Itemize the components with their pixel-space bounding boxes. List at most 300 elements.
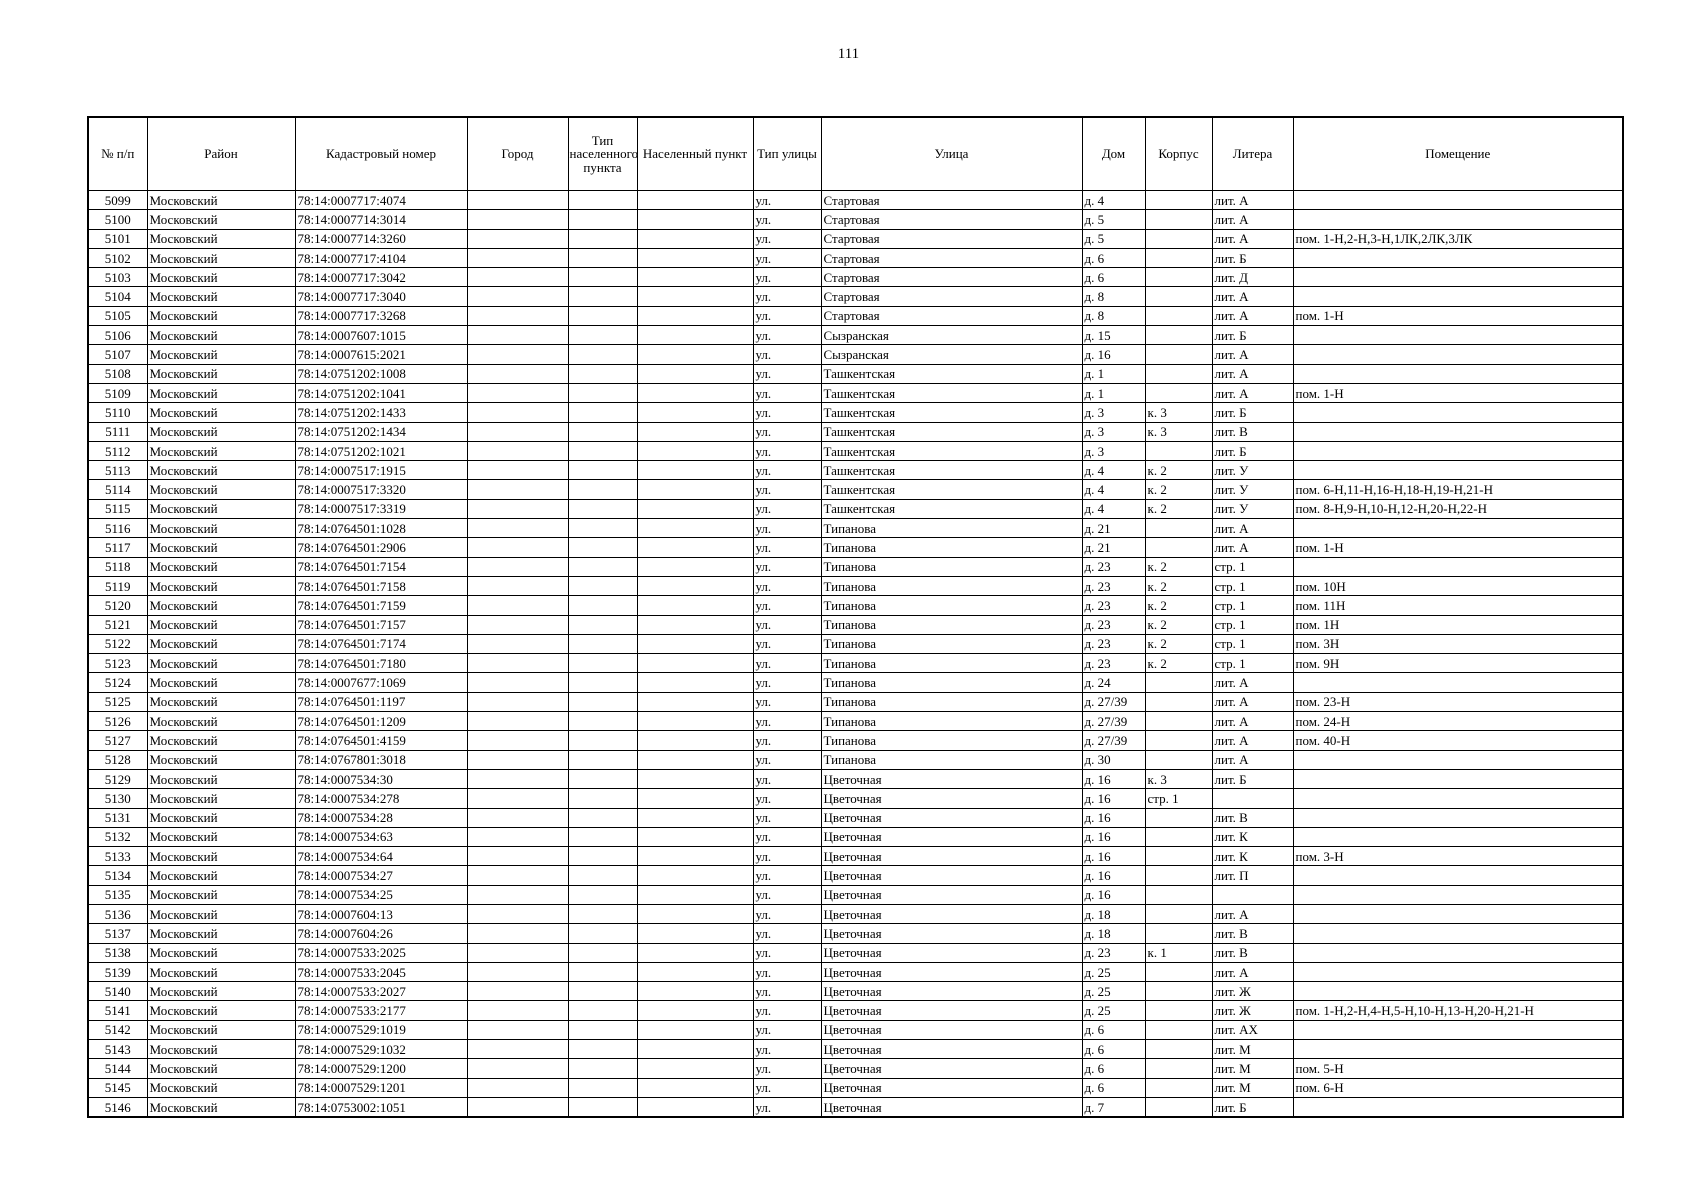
cell-street: Ташкентская [821,383,1082,402]
cell-premises [1293,904,1623,923]
cell-premises: пом. 40-Н [1293,731,1623,750]
cell-city [467,1040,568,1059]
cell-house: д. 16 [1082,789,1145,808]
cell-number: 5112 [88,441,147,460]
cell-settlement [637,634,753,653]
cell-settlement [637,769,753,788]
cell-letter: стр. 1 [1212,576,1293,595]
header-cadastral-number: Кадастровый номер [295,117,467,191]
cell-settlement [637,576,753,595]
table-row [88,847,1623,866]
cell-letter: лит. У [1212,480,1293,499]
table-row [88,422,1623,441]
cell-district: Московский [147,557,295,576]
table-row [88,287,1623,306]
cell-street-type: ул. [753,731,821,750]
cell-district: Московский [147,383,295,402]
cell-number: 5123 [88,654,147,673]
cell-premises [1293,191,1623,210]
cell-cadastral-number: 78:14:0007717:4104 [295,248,467,267]
cell-house: д. 24 [1082,673,1145,692]
cell-street: Цветочная [821,808,1082,827]
cell-premises [1293,268,1623,287]
cell-city [467,383,568,402]
cell-number: 5146 [88,1097,147,1117]
cell-building [1145,345,1212,364]
cell-number: 5124 [88,673,147,692]
cell-letter: лит. А [1212,345,1293,364]
cell-city [467,519,568,538]
cell-number: 5114 [88,480,147,499]
cell-street-type: ул. [753,480,821,499]
cell-street-type: ул. [753,441,821,460]
cell-house: д. 16 [1082,827,1145,846]
cell-letter: стр. 1 [1212,654,1293,673]
cell-city [467,326,568,345]
cell-cadastral-number: 78:14:0007534:27 [295,866,467,885]
cell-district: Московский [147,480,295,499]
cell-district: Московский [147,364,295,383]
cell-street-type: ул. [753,789,821,808]
cell-settlement-type [568,461,637,480]
cell-house: д. 15 [1082,326,1145,345]
table-row [88,750,1623,769]
cell-number: 5110 [88,403,147,422]
cell-number: 5109 [88,383,147,402]
cell-building [1145,1020,1212,1039]
cell-cadastral-number: 78:14:0007717:3040 [295,287,467,306]
cell-settlement-type [568,210,637,229]
cell-city [467,885,568,904]
table-row [88,962,1623,981]
table-row [88,499,1623,518]
cell-district: Московский [147,538,295,557]
cell-cadastral-number: 78:14:0751202:1008 [295,364,467,383]
cell-settlement-type [568,1001,637,1020]
cell-building: к. 2 [1145,480,1212,499]
cell-city [467,654,568,673]
cell-building [1145,731,1212,750]
cell-street: Типанова [821,557,1082,576]
cell-street-type: ул. [753,1020,821,1039]
cell-house: д. 23 [1082,557,1145,576]
cell-city [467,480,568,499]
cell-building: к. 2 [1145,499,1212,518]
table-row [88,943,1623,962]
cell-district: Московский [147,519,295,538]
table-row [88,480,1623,499]
header-premises: Помещение [1293,117,1623,191]
cell-street-type: ул. [753,673,821,692]
cell-letter: лит. П [1212,866,1293,885]
cell-settlement [637,383,753,402]
cell-settlement-type [568,847,637,866]
cell-building [1145,1059,1212,1078]
cell-number: 5111 [88,422,147,441]
cell-settlement-type [568,769,637,788]
cell-settlement-type [568,866,637,885]
cell-premises [1293,210,1623,229]
cell-street: Сызранская [821,326,1082,345]
cell-city [467,345,568,364]
cell-settlement-type [568,924,637,943]
cell-street: Цветочная [821,982,1082,1001]
header-city: Город [467,117,568,191]
cell-settlement [637,480,753,499]
cell-cadastral-number: 78:14:0767801:3018 [295,750,467,769]
cell-settlement [637,248,753,267]
cell-district: Московский [147,248,295,267]
table-row [88,248,1623,267]
cell-cadastral-number: 78:14:0007533:2025 [295,943,467,962]
cell-cadastral-number: 78:14:0751202:1433 [295,403,467,422]
cell-number: 5120 [88,596,147,615]
cell-cadastral-number: 78:14:0007677:1069 [295,673,467,692]
header-number: № п/п [88,117,147,191]
cell-letter: лит. Ж [1212,982,1293,1001]
cell-settlement [637,962,753,981]
cell-number: 5103 [88,268,147,287]
cell-district: Московский [147,847,295,866]
cell-letter: лит. У [1212,499,1293,518]
cell-house: д. 5 [1082,229,1145,248]
cell-letter: стр. 1 [1212,615,1293,634]
cell-cadastral-number: 78:14:0764501:7154 [295,557,467,576]
cell-house: д. 16 [1082,866,1145,885]
cell-street: Стартовая [821,306,1082,325]
cell-street-type: ул. [753,924,821,943]
cell-cadastral-number: 78:14:0764501:7174 [295,634,467,653]
cell-district: Московский [147,1040,295,1059]
cell-cadastral-number: 78:14:0007714:3260 [295,229,467,248]
cell-premises [1293,962,1623,981]
cell-settlement-type [568,904,637,923]
cell-premises [1293,866,1623,885]
cell-street-type: ул. [753,615,821,634]
cell-premises: пом. 8-Н,9-Н,10-Н,12-Н,20-Н,22-Н [1293,499,1623,518]
property-table [87,116,1624,1118]
cell-building [1145,847,1212,866]
cell-cadastral-number: 78:14:0007533:2045 [295,962,467,981]
cell-city [467,866,568,885]
cell-street: Типанова [821,654,1082,673]
cell-building: к. 3 [1145,403,1212,422]
cell-street: Типанова [821,750,1082,769]
cell-house: д. 27/39 [1082,731,1145,750]
cell-street: Ташкентская [821,499,1082,518]
cell-house: д. 27/39 [1082,692,1145,711]
cell-city [467,847,568,866]
cell-district: Московский [147,461,295,480]
cell-street-type: ул. [753,885,821,904]
cell-house: д. 6 [1082,1078,1145,1097]
table-row [88,692,1623,711]
table-row [88,461,1623,480]
cell-city [467,441,568,460]
cell-letter: лит. К [1212,827,1293,846]
cell-cadastral-number: 78:14:0007607:1015 [295,326,467,345]
cell-house: д. 6 [1082,1040,1145,1059]
cell-cadastral-number: 78:14:0007534:28 [295,808,467,827]
cell-settlement [637,326,753,345]
cell-letter: лит. А [1212,731,1293,750]
cell-house: д. 21 [1082,538,1145,557]
cell-street: Типанова [821,615,1082,634]
cell-settlement-type [568,943,637,962]
table-row [88,808,1623,827]
cell-street: Цветочная [821,827,1082,846]
cell-street: Типанова [821,634,1082,653]
cell-street-type: ул. [753,364,821,383]
cell-city [467,1097,568,1117]
cell-house: д. 3 [1082,422,1145,441]
cell-building [1145,210,1212,229]
cell-premises [1293,885,1623,904]
cell-street: Цветочная [821,789,1082,808]
cell-cadastral-number: 78:14:0764501:7159 [295,596,467,615]
cell-house: д. 6 [1082,1059,1145,1078]
cell-city [467,364,568,383]
cell-city [467,403,568,422]
cell-premises [1293,326,1623,345]
cell-street-type: ул. [753,210,821,229]
cell-district: Московский [147,924,295,943]
cell-number: 5139 [88,962,147,981]
cell-building: к. 2 [1145,461,1212,480]
cell-premises [1293,287,1623,306]
cell-number: 5129 [88,769,147,788]
table-row [88,1078,1623,1097]
cell-street: Цветочная [821,847,1082,866]
cell-letter: лит. В [1212,924,1293,943]
cell-settlement [637,519,753,538]
cell-settlement-type [568,538,637,557]
cell-settlement [637,306,753,325]
cell-house: д. 16 [1082,885,1145,904]
cell-street-type: ул. [753,461,821,480]
cell-district: Московский [147,287,295,306]
cell-premises [1293,827,1623,846]
cell-district: Московский [147,904,295,923]
cell-premises: пом. 1-Н,2-Н,3-Н,1ЛК,2ЛК,3ЛК [1293,229,1623,248]
cell-building: к. 1 [1145,943,1212,962]
cell-building [1145,326,1212,345]
cell-city [467,576,568,595]
cell-street: Цветочная [821,943,1082,962]
cell-letter: лит. А [1212,519,1293,538]
cell-street: Ташкентская [821,403,1082,422]
cell-district: Московский [147,962,295,981]
cell-premises [1293,248,1623,267]
cell-cadastral-number: 78:14:0007533:2177 [295,1001,467,1020]
cell-street-type: ул. [753,769,821,788]
cell-premises: пом. 3-Н [1293,847,1623,866]
cell-city [467,191,568,210]
cell-street-type: ул. [753,383,821,402]
cell-building [1145,191,1212,210]
cell-house: д. 18 [1082,924,1145,943]
cell-settlement [637,538,753,557]
cell-settlement-type [568,557,637,576]
cell-building [1145,1001,1212,1020]
cell-street-type: ул. [753,268,821,287]
cell-settlement [637,847,753,866]
table-row [88,557,1623,576]
cell-street: Типанова [821,731,1082,750]
cell-premises: пом. 1-Н,2-Н,4-Н,5-Н,10-Н,13-Н,20-Н,21-Н [1293,1001,1623,1020]
cell-settlement [637,982,753,1001]
cell-city [467,827,568,846]
cell-city [467,557,568,576]
cell-cadastral-number: 78:14:0753002:1051 [295,1097,467,1117]
cell-letter: лит. А [1212,538,1293,557]
cell-settlement-type [568,364,637,383]
cell-street: Цветочная [821,924,1082,943]
cell-premises: пом. 1-Н [1293,306,1623,325]
cell-letter: стр. 1 [1212,634,1293,653]
cell-premises: пом. 1-Н [1293,383,1623,402]
cell-house: д. 25 [1082,962,1145,981]
cell-street: Цветочная [821,885,1082,904]
cell-street-type: ул. [753,538,821,557]
cell-district: Московский [147,268,295,287]
table-row [88,576,1623,595]
cell-letter: лит. А [1212,364,1293,383]
cell-letter: лит. А [1212,191,1293,210]
cell-settlement [637,403,753,422]
cell-cadastral-number: 78:14:0007529:1032 [295,1040,467,1059]
cell-settlement-type [568,962,637,981]
cell-district: Московский [147,210,295,229]
cell-settlement-type [568,634,637,653]
cell-settlement [637,461,753,480]
cell-number: 5101 [88,229,147,248]
cell-street: Типанова [821,712,1082,731]
cell-settlement [637,499,753,518]
cell-cadastral-number: 78:14:0007529:1201 [295,1078,467,1097]
cell-city [467,750,568,769]
table-row [88,731,1623,750]
cell-house: д. 25 [1082,1001,1145,1020]
table-row [88,326,1623,345]
cell-district: Московский [147,634,295,653]
cell-settlement [637,441,753,460]
cell-city [467,306,568,325]
table-row [88,982,1623,1001]
cell-building [1145,885,1212,904]
cell-building: к. 2 [1145,654,1212,673]
cell-letter: лит. А [1212,306,1293,325]
cell-district: Московский [147,499,295,518]
cell-street: Ташкентская [821,422,1082,441]
cell-letter: лит. АХ [1212,1020,1293,1039]
header-street-type: Тип улицы [753,117,821,191]
cell-letter: лит. А [1212,673,1293,692]
cell-cadastral-number: 78:14:0007529:1019 [295,1020,467,1039]
cell-letter: лит. А [1212,712,1293,731]
table-row [88,712,1623,731]
cell-building: к. 2 [1145,634,1212,653]
cell-building: к. 2 [1145,596,1212,615]
cell-district: Московский [147,712,295,731]
cell-settlement-type [568,1097,637,1117]
cell-letter: лит. А [1212,383,1293,402]
cell-settlement [637,345,753,364]
cell-cadastral-number: 78:14:0007717:3268 [295,306,467,325]
cell-letter: стр. 1 [1212,557,1293,576]
cell-settlement [637,808,753,827]
cell-street: Стартовая [821,210,1082,229]
cell-city [467,268,568,287]
cell-street-type: ул. [753,248,821,267]
cell-letter: лит. Ж [1212,1001,1293,1020]
cell-street: Типанова [821,673,1082,692]
cell-letter: лит. Б [1212,248,1293,267]
cell-street: Ташкентская [821,461,1082,480]
cell-settlement-type [568,326,637,345]
cell-building: к. 3 [1145,769,1212,788]
cell-number: 5127 [88,731,147,750]
table-row [88,1059,1623,1078]
cell-letter [1212,885,1293,904]
cell-settlement [637,692,753,711]
table-row [88,441,1623,460]
cell-building [1145,248,1212,267]
cell-premises: пом. 1Н [1293,615,1623,634]
cell-settlement [637,1059,753,1078]
cell-letter: лит. Б [1212,1097,1293,1117]
cell-city [467,769,568,788]
cell-building: к. 2 [1145,576,1212,595]
cell-letter: лит. А [1212,962,1293,981]
cell-premises [1293,364,1623,383]
table-row [88,383,1623,402]
cell-street: Типанова [821,596,1082,615]
cell-number: 5116 [88,519,147,538]
cell-cadastral-number: 78:14:0764501:7180 [295,654,467,673]
cell-city [467,712,568,731]
cell-city [467,1020,568,1039]
cell-cadastral-number: 78:14:0007717:3042 [295,268,467,287]
cell-settlement-type [568,576,637,595]
cell-cadastral-number: 78:14:0007533:2027 [295,982,467,1001]
cell-settlement [637,827,753,846]
cell-cadastral-number: 78:14:0007534:25 [295,885,467,904]
cell-number: 5140 [88,982,147,1001]
cell-cadastral-number: 78:14:0007615:2021 [295,345,467,364]
cell-settlement [637,1020,753,1039]
cell-building [1145,866,1212,885]
cell-number: 5128 [88,750,147,769]
cell-district: Московский [147,827,295,846]
cell-letter: лит. М [1212,1078,1293,1097]
cell-building [1145,306,1212,325]
cell-settlement [637,904,753,923]
cell-cadastral-number: 78:14:0764501:7157 [295,615,467,634]
cell-building [1145,750,1212,769]
cell-number: 5106 [88,326,147,345]
cell-building [1145,924,1212,943]
cell-street-type: ул. [753,654,821,673]
cell-building [1145,287,1212,306]
cell-number: 5107 [88,345,147,364]
cell-street-type: ул. [753,326,821,345]
header-house: Дом [1082,117,1145,191]
cell-building: к. 2 [1145,615,1212,634]
cell-building [1145,673,1212,692]
cell-number: 5099 [88,191,147,210]
cell-house: д. 16 [1082,769,1145,788]
